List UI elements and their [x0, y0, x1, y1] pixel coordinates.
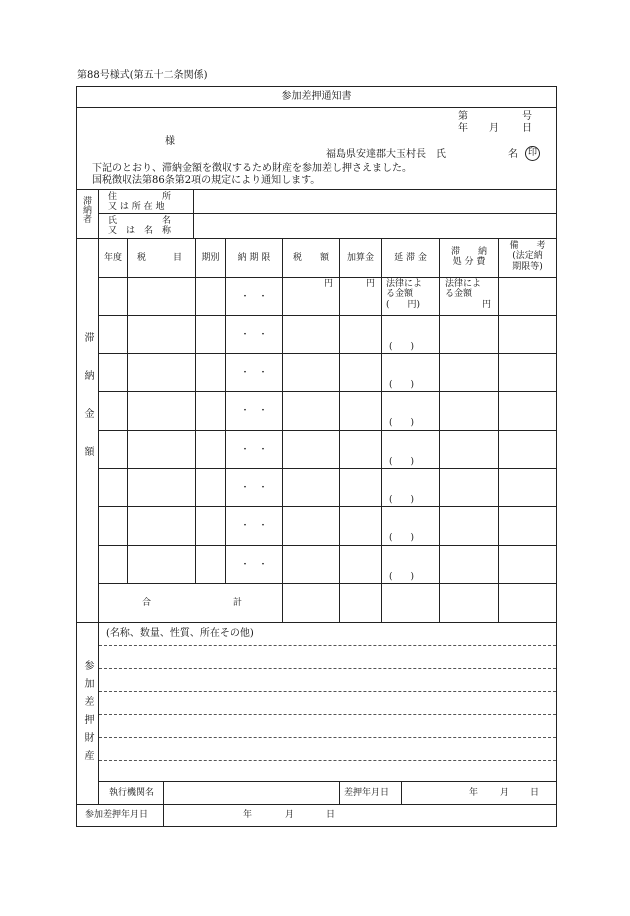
participation-date-label: 参加差押年月日: [85, 810, 149, 820]
fee-legal-line-1: 法律によ: [445, 279, 482, 289]
due-dots: ・ ・: [240, 560, 268, 570]
property-section-label: 参加差押財産: [82, 660, 93, 768]
header-fee-line-1: 滞 納: [450, 247, 487, 257]
amount-yen-unit: 円: [323, 279, 333, 289]
delinquency-legal-paren: ( 円): [386, 299, 421, 310]
header-amount: 税 額: [292, 253, 329, 263]
number-dai: 第: [458, 111, 468, 122]
form-title: 参加差押通知書: [281, 91, 352, 102]
header-note-line-3: 期限等): [512, 261, 543, 272]
property-entry-line[interactable]: [99, 668, 556, 669]
total-label-part-1: 合: [142, 598, 152, 608]
arrears-section-label: 滞納金額: [82, 332, 93, 484]
delinquency-legal-note: [386, 279, 438, 310]
seizure-date-month: 月: [500, 788, 510, 798]
date-year: 年: [458, 123, 468, 134]
due-dots: ・ ・: [240, 292, 268, 302]
due-dots: ・ ・: [240, 406, 268, 416]
header-due: 納 期 限: [237, 253, 271, 263]
delinquency-paren: ( ): [389, 495, 415, 505]
name-label-line-1: 氏 名: [108, 216, 172, 226]
fee-yen-unit: 円: [481, 299, 491, 310]
delinquency-paren: ( ): [389, 380, 415, 390]
seal-mark: 印: [525, 146, 540, 161]
delinquency-paren: ( ): [389, 342, 415, 352]
delinquency-paren: ( ): [389, 572, 415, 582]
surcharge-yen-unit: 円: [365, 279, 375, 289]
name-label: [108, 216, 188, 237]
header-fee: [440, 247, 498, 268]
name-field[interactable]: [194, 214, 556, 237]
property-entry-line[interactable]: [99, 737, 556, 738]
due-dots: ・ ・: [240, 368, 268, 378]
form-code: 第88号様式(第五十二条関係): [77, 70, 208, 81]
seizure-date-year: 年: [469, 788, 479, 798]
addressee-sama: 様: [165, 136, 175, 147]
taxpayer-section-label: 滞納者: [81, 196, 91, 223]
fee-legal-note: [445, 279, 497, 310]
due-dots: ・ ・: [240, 521, 268, 531]
property-entry-line[interactable]: [99, 645, 556, 646]
address-field[interactable]: [194, 190, 556, 212]
property-entry-line[interactable]: [99, 691, 556, 692]
delinquency-legal-line-1: 法律によ: [386, 279, 423, 289]
property-entry-line[interactable]: [99, 714, 556, 715]
header-note-line-1: 備 考: [509, 241, 546, 251]
exec-agency-label: 執行機関名: [109, 788, 155, 798]
header-delinquency: 延 滞 金: [394, 253, 427, 263]
header-year: 年度: [103, 253, 122, 263]
header-note: [499, 241, 556, 272]
due-dots: ・ ・: [240, 330, 268, 340]
body-line-2: 国税徴収法第86条第2項の規定により通知します。: [92, 175, 321, 186]
header-surcharge: 加算金: [346, 253, 374, 263]
number-go: 号: [522, 111, 532, 122]
issuer: 福島県安達郡大玉村長 氏: [326, 149, 446, 160]
due-dots: ・ ・: [240, 445, 268, 455]
delinquency-paren: ( ): [389, 418, 415, 428]
date-month: 月: [489, 123, 499, 134]
participation-date-month: 月: [285, 810, 295, 820]
header-note-line-2: (法定納: [512, 251, 543, 262]
body-line-1: 下記のとおり、滞納金額を徴収するため財産を参加差し押さえました。: [92, 163, 412, 174]
header-period: 期別: [201, 253, 220, 263]
fee-legal-line-2: る金額: [445, 289, 473, 300]
header-fee-line-2: 処 分 費: [452, 257, 486, 268]
delinquency-paren: ( ): [389, 457, 415, 467]
address-label-line-1: 住 所: [108, 192, 172, 202]
total-label-part-2: 計: [233, 598, 243, 608]
address-label-line-2: 又 は 所 在 地: [108, 202, 165, 213]
name-label-line-2: 又 は 名 称: [108, 226, 172, 237]
seizure-date-label: 差押年月日: [344, 788, 390, 798]
exec-agency-field[interactable]: [164, 782, 338, 803]
issuer-name-label: 名: [508, 149, 518, 160]
delinquency-legal-line-2: る金額: [386, 289, 414, 300]
delinquency-paren: ( ): [389, 533, 415, 543]
seizure-date-day: 日: [530, 788, 540, 798]
address-label: [108, 192, 188, 213]
participation-date-day: 日: [326, 810, 336, 820]
property-entry-line[interactable]: [99, 760, 556, 761]
participation-date-year: 年: [243, 810, 253, 820]
date-day: 日: [522, 123, 532, 134]
due-dots: ・ ・: [240, 483, 268, 493]
header-tax: 税 目: [137, 253, 183, 263]
property-description-label: (名称、数量、性質、所在その他): [106, 628, 254, 639]
